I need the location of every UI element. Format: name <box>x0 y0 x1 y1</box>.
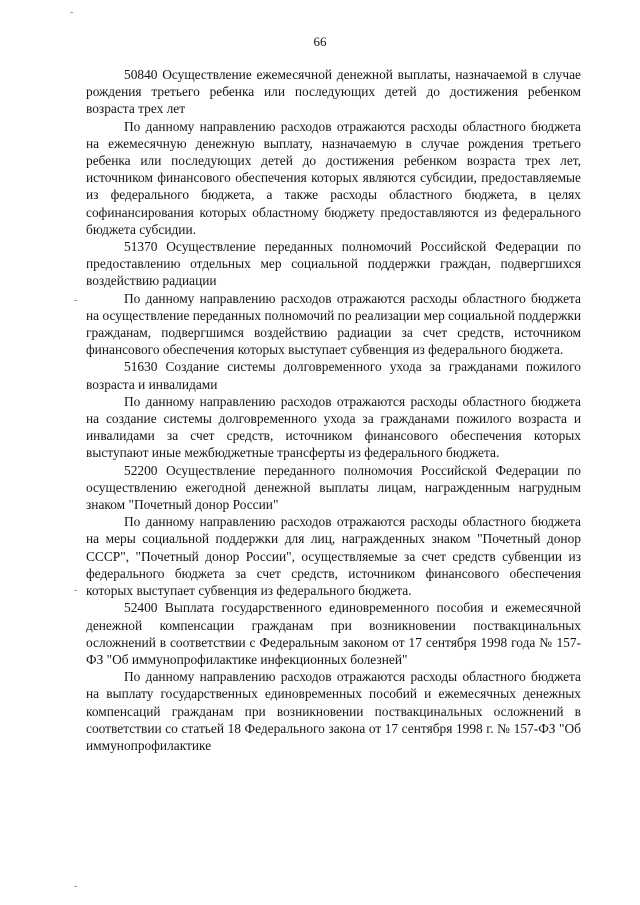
paragraph-52200-description: По данному направлению расходов отражаются расходы областного бюджета на меры социальной поддержки для лиц, награжденных знаком "Почетный донор СССР", "Почетный донор России", осуществляемые за счет средств субвенции из федерального бюджета за счет средств, источником финансового обеспечения которых выступает субвенция из федерального бюджета. <box>86 514 581 599</box>
paragraph-52400-heading: 52400 Выплата государственного единовременного пособия и ежемесячной денежной компенсации гражданам при возникновении поствакцинальных осложнений в соответствии с Федеральным законом от 17 сентября 1998 года № 157-ФЗ "Об иммунопрофилактике инфекционных болезней" <box>86 600 581 667</box>
paragraph-51630-description: По данному направлению расходов отражаются расходы областного бюджета на создание системы долговременного ухода за гражданами пожилого возраста и инвалидами за счет средств, источником финансового обеспечения которых выступают иные межбюджетные трансферты из федерального бюджета. <box>86 393 581 461</box>
document-body <box>86 66 581 754</box>
scan-speck <box>74 886 77 887</box>
paragraph-52200-heading: 52200 Осуществление переданного полномочия Российской Федерации по осуществлению ежегодной денежной выплаты лицам, награжденным нагрудным знаком "Почетный донор России" <box>86 462 581 513</box>
scan-speck <box>74 300 77 301</box>
paragraph-51370-heading: 51370 Осуществление переданных полномочий Российской Федерации по предоставлению отдельных мер социальной поддержки граждан, подвергшихся воздействию радиации <box>86 239 581 289</box>
scan-speck <box>74 590 77 591</box>
paragraph-51630-heading: 51630 Создание системы долговременного ухода за гражданами пожилого возраста и инвалидами <box>86 359 581 392</box>
scan-speck <box>70 12 73 13</box>
page-number: 66 <box>313 34 327 49</box>
paragraph-52400-description: По данному направлению расходов отражаются расходы областного бюджета на выплату государственных единовременных пособий и ежемесячных денежных компенсаций гражданам при возникновении поствакцинальных осложнений в соответствии со статьей 18 Федерального закона от 17 сентября 1998 г. № 157-ФЗ "Об иммунопрофилактике <box>86 669 581 753</box>
paragraph-50840-description: По данному направлению расходов отражаются расходы областного бюджета на ежемесячную денежную выплату, назначаемую в случае рождения третьего ребенка или последующих детей до достижения ребенком возраста трех лет, источником финансового обеспечения которых являются субсидии, предоставляемые из федерального бюджета, а также расходы областного бюджета, в целях софинансирования которых областному бюджету предоставляются из федерального бюджета субсидии. <box>86 118 581 237</box>
paragraph-50840-heading: 50840 Осуществление ежемесячной денежной выплаты, назначаемой в случае рождения третьего ребенка или последующих детей до достижения ребенком возраста трех лет <box>86 67 581 117</box>
paragraph-51370-description: По данному направлению расходов отражаются расходы областного бюджета на осуществление переданных полномочий по реализации мер социальной поддержки гражданам, подвергшимся воздействию радиации за счет средств, источником финансового обеспечения которых выступает субвенция из федерального бюджета. <box>86 290 581 358</box>
